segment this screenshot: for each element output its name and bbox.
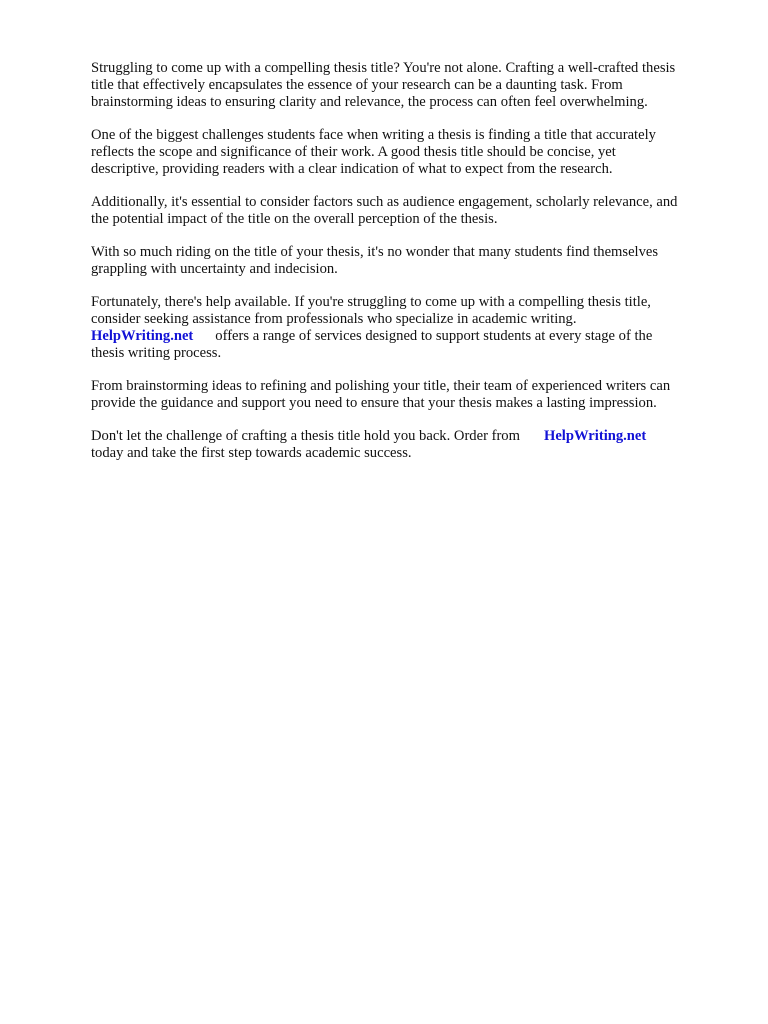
paragraph-intro (91, 60, 721, 111)
document-body (91, 60, 721, 478)
text-line: With so much riding on the title of your thesis, it's no wonder that many students find themselves (91, 244, 659, 260)
paragraph-team (91, 378, 721, 412)
text-line: grappling with uncertainty and indecision. (91, 261, 338, 277)
text-line: consider seeking assistance from professionals who specialize in academic writing. (91, 311, 577, 327)
helpwriting-link[interactable]: HelpWriting.net (91, 328, 194, 344)
text-line: From brainstorming ideas to refining and polishing your title, their team of experienced writers can (91, 378, 671, 394)
text-line: descriptive, providing readers with a clear indication of what to expect from the research. (91, 161, 613, 177)
text-line: reflects the scope and significance of their work. A good thesis title should be concise, yet (91, 144, 616, 160)
text-fragment: Don't let the challenge of crafting a thesis title hold you back. Order from (91, 428, 520, 444)
paragraph-call-to-action (91, 428, 721, 462)
text-line: the potential impact of the title on the overall perception of the thesis. (91, 211, 498, 227)
helpwriting-link-order[interactable]: HelpWriting.net (543, 428, 647, 444)
text-line: provide the guidance and support you need to ensure that your thesis makes a lasting impression. (91, 395, 657, 411)
text-line: Struggling to come up with a compelling thesis title? You're not alone. Crafting a well-crafted thesis (91, 60, 676, 76)
text-line: brainstorming ideas to ensuring clarity and relevance, the process can often feel overwhelming. (91, 94, 648, 110)
text-line: One of the biggest challenges students face when writing a thesis is finding a title that accurately (91, 127, 656, 143)
text-line: title that effectively encapsulates the essence of your research can be a daunting task. From (91, 77, 623, 93)
paragraph-challenges (91, 127, 721, 178)
paragraph-uncertainty (91, 244, 721, 278)
paragraph-help-available (91, 294, 721, 362)
text-line-with-link (91, 428, 721, 445)
paragraph-factors (91, 194, 721, 228)
text-line: today and take the first step towards academic success. (91, 445, 412, 461)
text-line: thesis writing process. (91, 345, 222, 361)
text-line: Fortunately, there's help available. If you're struggling to come up with a compelling thesis title, (91, 294, 651, 310)
text-line-with-link (91, 328, 721, 345)
text-fragment: offers a range of services designed to support students at every stage of the (215, 328, 653, 344)
text-line: Additionally, it's essential to consider factors such as audience engagement, scholarly relevance, and (91, 194, 678, 210)
